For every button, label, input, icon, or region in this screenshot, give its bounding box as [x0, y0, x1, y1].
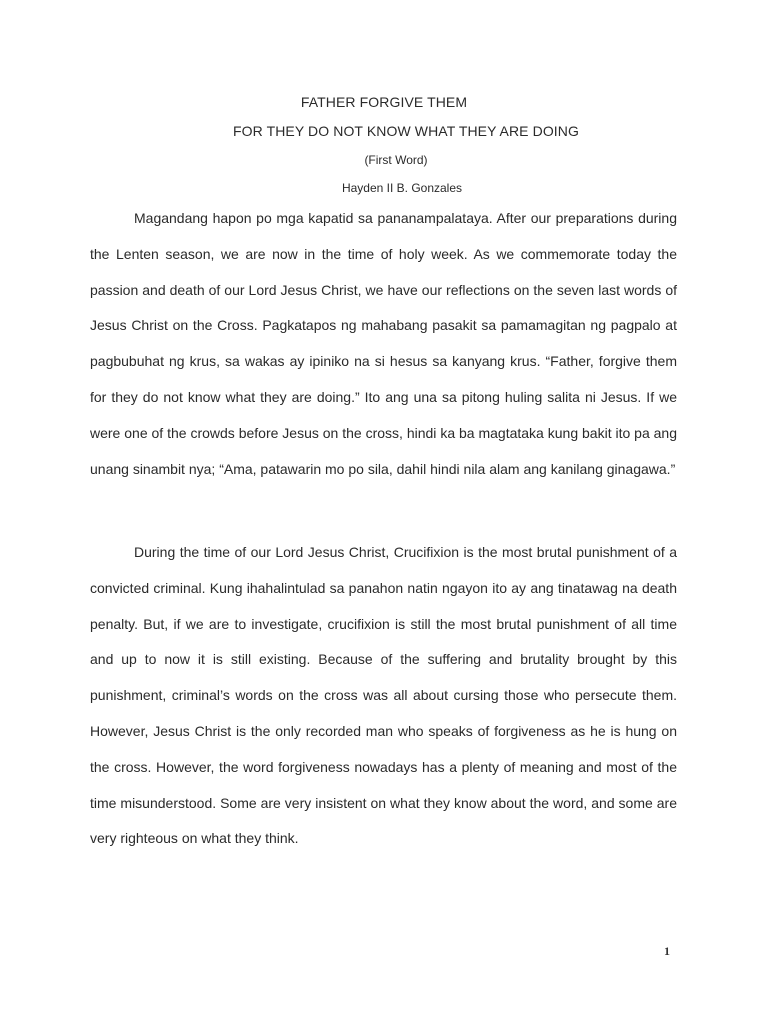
page-number: 1: [664, 944, 670, 958]
paragraph-2: During the time of our Lord Jesus Christ, Crucifixion is the most brutal punishment of a convicted criminal. Kung ihahalintulad sa panahon natin ngayon ito ay ang tinatawag na death penalty. But, if we are to investigate, crucifixion is still the most brutal punishment of all time and up to now it is still existing. Because of the suffering and brutality brought by this punishment, criminal’s words on the cross was all about cursing those who persecute them. However, Jesus Christ is the only recorded man who speaks of forgiveness as he is hung on the cross. However, the word forgiveness nowadays has a plenty of meaning and most of the time misunderstood. Some are very insistent on what they know about the word, and some are very righteous on what they think.: [90, 544, 677, 847]
title-line-2: FOR THEY DO NOT KNOW WHAT THEY ARE DOING: [232, 123, 579, 139]
author-name: Hayden II B. Gonzales: [341, 181, 463, 195]
title-line-1: FATHER FORGIVE THEM: [300, 94, 468, 110]
paragraph-1: Magandang hapon po mga kapatid sa pananampalataya. After our preparations during the Lenten season, we are now in the time of holy week. As we commemorate today the passion and death of our Lord Jesus Christ, we have our reflections on the seven last words of Jesus Christ on the Cross. Pagkatapos ng mahabang pasakit sa pamamagitan ng pagpalo at pagbubuhat ng krus, sa wakas ay ipiniko na si hesus sa kanyang krus. “Father, forgive them for they do not know what they are doing.” Ito ang una sa pitong huling salita ni Jesus. If we were one of the crowds before Jesus on the cross, hindi ka ba magtataka kung bakit ito pa ang unang sinambit nya; “Ama, patawarin mo po sila, dahil hindi nila alam ang kanilang ginagawa.”: [90, 210, 677, 477]
subtitle: (First Word): [364, 153, 428, 167]
